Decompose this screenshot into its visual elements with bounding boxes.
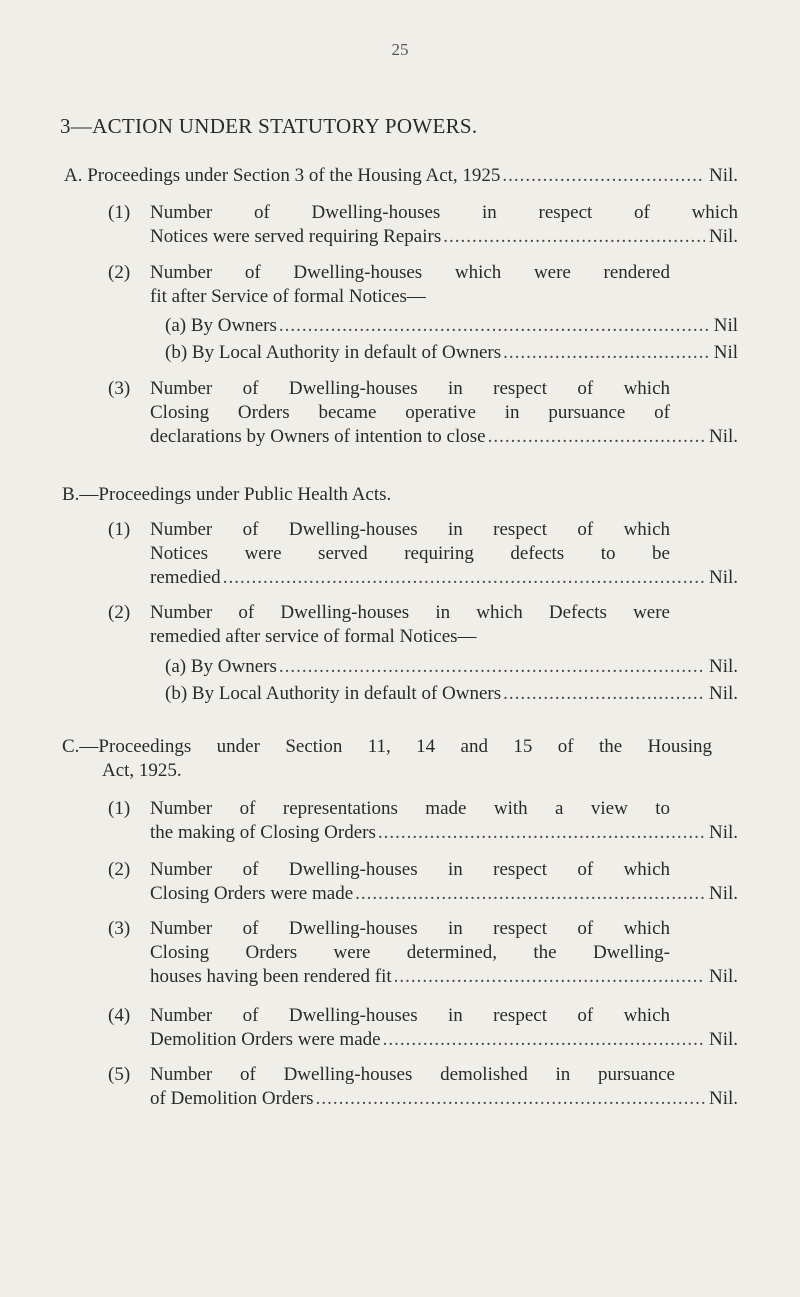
item-text-line: Number of representations made with a view to	[150, 798, 670, 819]
item-text-line: houses having been rendered fit	[150, 966, 392, 987]
page-heading: 3—ACTION UNDER STATUTORY POWERS.	[60, 114, 478, 138]
item-text-line: fit after Service of formal Notices—	[150, 286, 426, 307]
item-number: (5)	[108, 1064, 131, 1085]
sub-item-value: Nil	[713, 315, 738, 336]
item-text-line: remedied after service of formal Notices—	[150, 626, 477, 647]
item-text-line: Number of Dwelling-houses in respect of which	[150, 1005, 670, 1026]
sub-item-value: Nil	[713, 342, 738, 363]
item-text-line: Closing Orders were determined, the Dwelling-	[150, 942, 670, 963]
item-value: Nil.	[708, 567, 738, 588]
item-text-line: the making of Closing Orders	[150, 822, 376, 843]
item-text-line: Closing Orders became operative in pursuance of	[150, 402, 670, 423]
dot-leader	[279, 314, 710, 338]
dot-leader	[355, 882, 705, 906]
item-text-line: Number of Dwelling-houses in respect of which	[150, 519, 670, 540]
dot-leader	[443, 225, 705, 249]
item-value: Nil.	[708, 1088, 738, 1109]
section-c-title-line: C.—Proceedings under Section 11, 14 and 15 of the Housing	[62, 736, 712, 757]
item-text-line: Number of Dwelling-houses in respect of which	[150, 202, 738, 223]
sub-item-label: (b) By Local Authority in default of Owners	[165, 683, 502, 704]
item-number: (2)	[108, 262, 131, 283]
item-text-line: Number of Dwelling-houses demolished in pursuance	[150, 1064, 675, 1085]
page-number: 25	[391, 40, 409, 59]
item-value: Nil.	[708, 1029, 738, 1050]
dot-leader	[503, 682, 705, 706]
dot-leader	[223, 566, 705, 590]
item-value: Nil.	[708, 883, 738, 904]
item-value: Nil.	[708, 426, 738, 447]
dot-leader	[488, 425, 705, 449]
item-text-line: of Demolition Orders	[150, 1088, 314, 1109]
section-b-item-2b	[165, 682, 738, 706]
item-text-line: Demolition Orders were made	[150, 1029, 381, 1050]
item-number: (2)	[108, 602, 131, 623]
item-value: Nil.	[708, 966, 738, 987]
item-text-line: Closing Orders were made	[150, 883, 354, 904]
item-text-line: remedied	[150, 567, 221, 588]
item-text-line: Number of Dwelling-houses in respect of which	[150, 918, 670, 939]
section-a-item-2b	[165, 341, 738, 365]
item-text-line: Number of Dwelling-houses in respect of which	[150, 378, 670, 399]
dot-leader	[503, 341, 710, 365]
section-a-title: A. Proceedings under Section 3 of the Housing Act, 1925 ..... Nil.	[64, 164, 738, 188]
item-text-line: Notices were served requiring Repairs	[150, 226, 442, 247]
dot-leader	[279, 655, 705, 679]
item-text-line: Number of Dwelling-houses which were rendered	[150, 262, 670, 283]
sub-item-value: Nil.	[708, 656, 738, 677]
item-text-line: Number of Dwelling-houses in which Defects were	[150, 602, 670, 623]
sub-item-label: (b) By Local Authority in default of Owners	[165, 342, 502, 363]
item-number: (2)	[108, 859, 131, 880]
item-number: (1)	[108, 202, 131, 223]
section-a-item-2a	[165, 314, 738, 338]
item-number: (1)	[108, 798, 131, 819]
item-value: Nil.	[708, 226, 738, 247]
item-text-line: Notices were served requiring defects to be	[150, 543, 670, 564]
section-b-title: B.—Proceedings under Public Health Acts.	[62, 484, 392, 505]
dot-leader	[394, 965, 705, 989]
item-number: (1)	[108, 519, 131, 540]
dot-leader	[378, 821, 705, 845]
item-text-line: Number of Dwelling-houses in respect of which	[150, 859, 670, 880]
sub-item-label: (a) By Owners	[165, 656, 277, 677]
dot-leader	[383, 1028, 705, 1052]
sub-item-label: (a) By Owners	[165, 315, 277, 336]
dot-leader	[502, 164, 705, 188]
dot-leader	[316, 1087, 705, 1111]
section-b-item-2a	[165, 655, 738, 679]
section-a-title-value: Nil.	[708, 165, 738, 186]
item-number: (4)	[108, 1005, 131, 1026]
item-value: Nil.	[708, 822, 738, 843]
item-number: (3)	[108, 378, 131, 399]
item-text-line: declarations by Owners of intention to close	[150, 426, 486, 447]
item-number: (3)	[108, 918, 131, 939]
section-c-title-line: Act, 1925.	[102, 760, 182, 781]
sub-item-value: Nil.	[708, 683, 738, 704]
section-c-title	[62, 735, 712, 783]
